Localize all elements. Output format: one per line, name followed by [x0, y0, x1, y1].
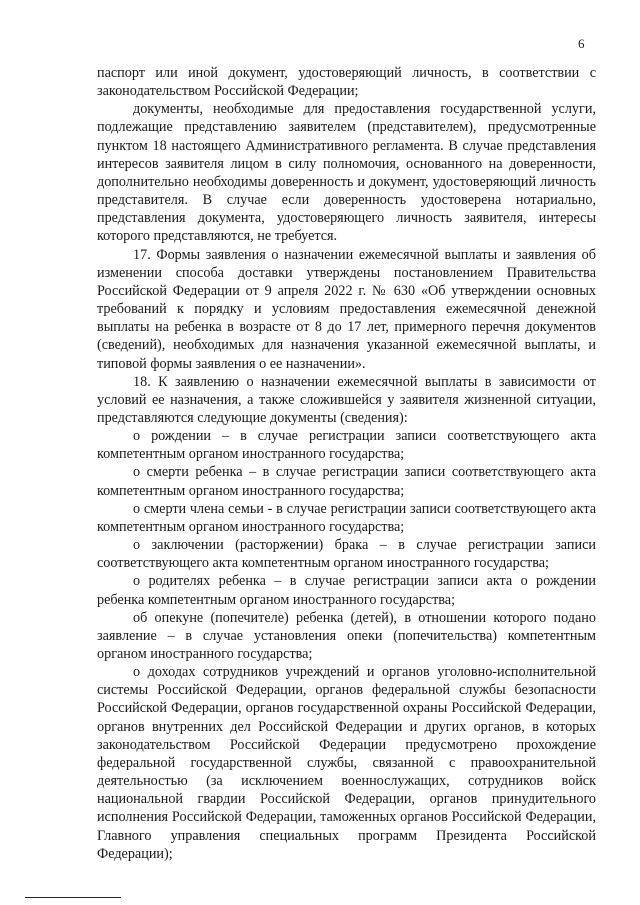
list-item-guardian: об опекуне (попечителе) ребенка (детей), в отношении которого подано заявление – в случае установления опеки (попечительства) компетентным органом иностранного государства; — [97, 609, 596, 662]
paragraph-required-documents: документы, необходимые для предоставления государственной услуги, подлежащие представлению заявителем (представителем), предусмотренные пунктом 18 настоящего Административного регламента. В случае представления интересов заявителя лицом в силу полномочия, основанного на доверенности, дополнительно необходимы доверенность и документ, удостоверяющий личность представителя. В случае если доверенность удостоверена нотариально, представления документа, удостоверяющего личность заявителя, интересы которого представляются, не требуется. — [97, 101, 596, 245]
list-item-family-member-death: о смерти члена семьи - в случае регистрации записи соответствующего акта компетентным органом иностранного государства; — [97, 500, 596, 535]
list-item-child-death: о смерти ребенка – в случае регистрации записи соответствующего акта компетентным органом иностранного государства; — [97, 464, 596, 499]
page-number: 6 — [578, 36, 585, 51]
paragraph-item-17: 17. Формы заявления о назначении ежемесячной выплаты и заявления об изменении способа доставки утверждены постановлением Правительства Российской Федерации от 9 апреля 2022 г. № 630 «Об утверждении основных требований к порядку и условиям предоставления ежемесячной денежной выплаты на ребенка в возрасте от 8 до 17 лет, примерного перечня документов (сведений), необходимых для назначения указанной ежемесячной выплаты, и типовой формы заявления о ее назначении». — [97, 246, 596, 372]
document-body — [97, 64, 596, 863]
paragraph-item-18: 18. К заявлению о назначении ежемесячной выплаты в зависимости от условий ее назначения, а также сложившейся у заявителя жизненной ситуации, представляются следующие документы (сведения): — [97, 373, 596, 426]
list-item-marriage: о заключении (расторжении) брака – в случае регистрации записи соответствующего акта компетентным органом иностранного государства; — [97, 537, 596, 572]
list-item-birth: о рождении – в случае регистрации записи соответствующего акта компетентным органом иностранного государства; — [97, 428, 596, 463]
footer-rule — [25, 897, 121, 898]
list-item-parents: о родителях ребенка – в случае регистрации записи акта о рождении ребенка компетентным органом иностранного государства; — [97, 573, 596, 608]
list-item-income: о доходах сотрудников учреждений и органов уголовно-исполнительной системы Российской Федерации, органов федеральной службы безопасности Российской Федерации, органов государственной охраны Российской Федерации, органов внутренних дел Российской Федерации и других органов, в которых законодательством Российской Федерации предусмотрено прохождение федеральной государственной службы, связанной с правоохранительной деятельностью (за исключением военнослужащих, сотрудников войск национальной гвардии Российской Федерации, органов принудительного исполнения Российской Федерации, таможенных органов Российской Федерации, Главного управления специальных программ Президента Российской Федерации); — [97, 664, 596, 862]
paragraph-identity-document: паспорт или иной документ, удостоверяющий личность, в соответствии с законодательством Российской Федерации; — [97, 65, 596, 100]
